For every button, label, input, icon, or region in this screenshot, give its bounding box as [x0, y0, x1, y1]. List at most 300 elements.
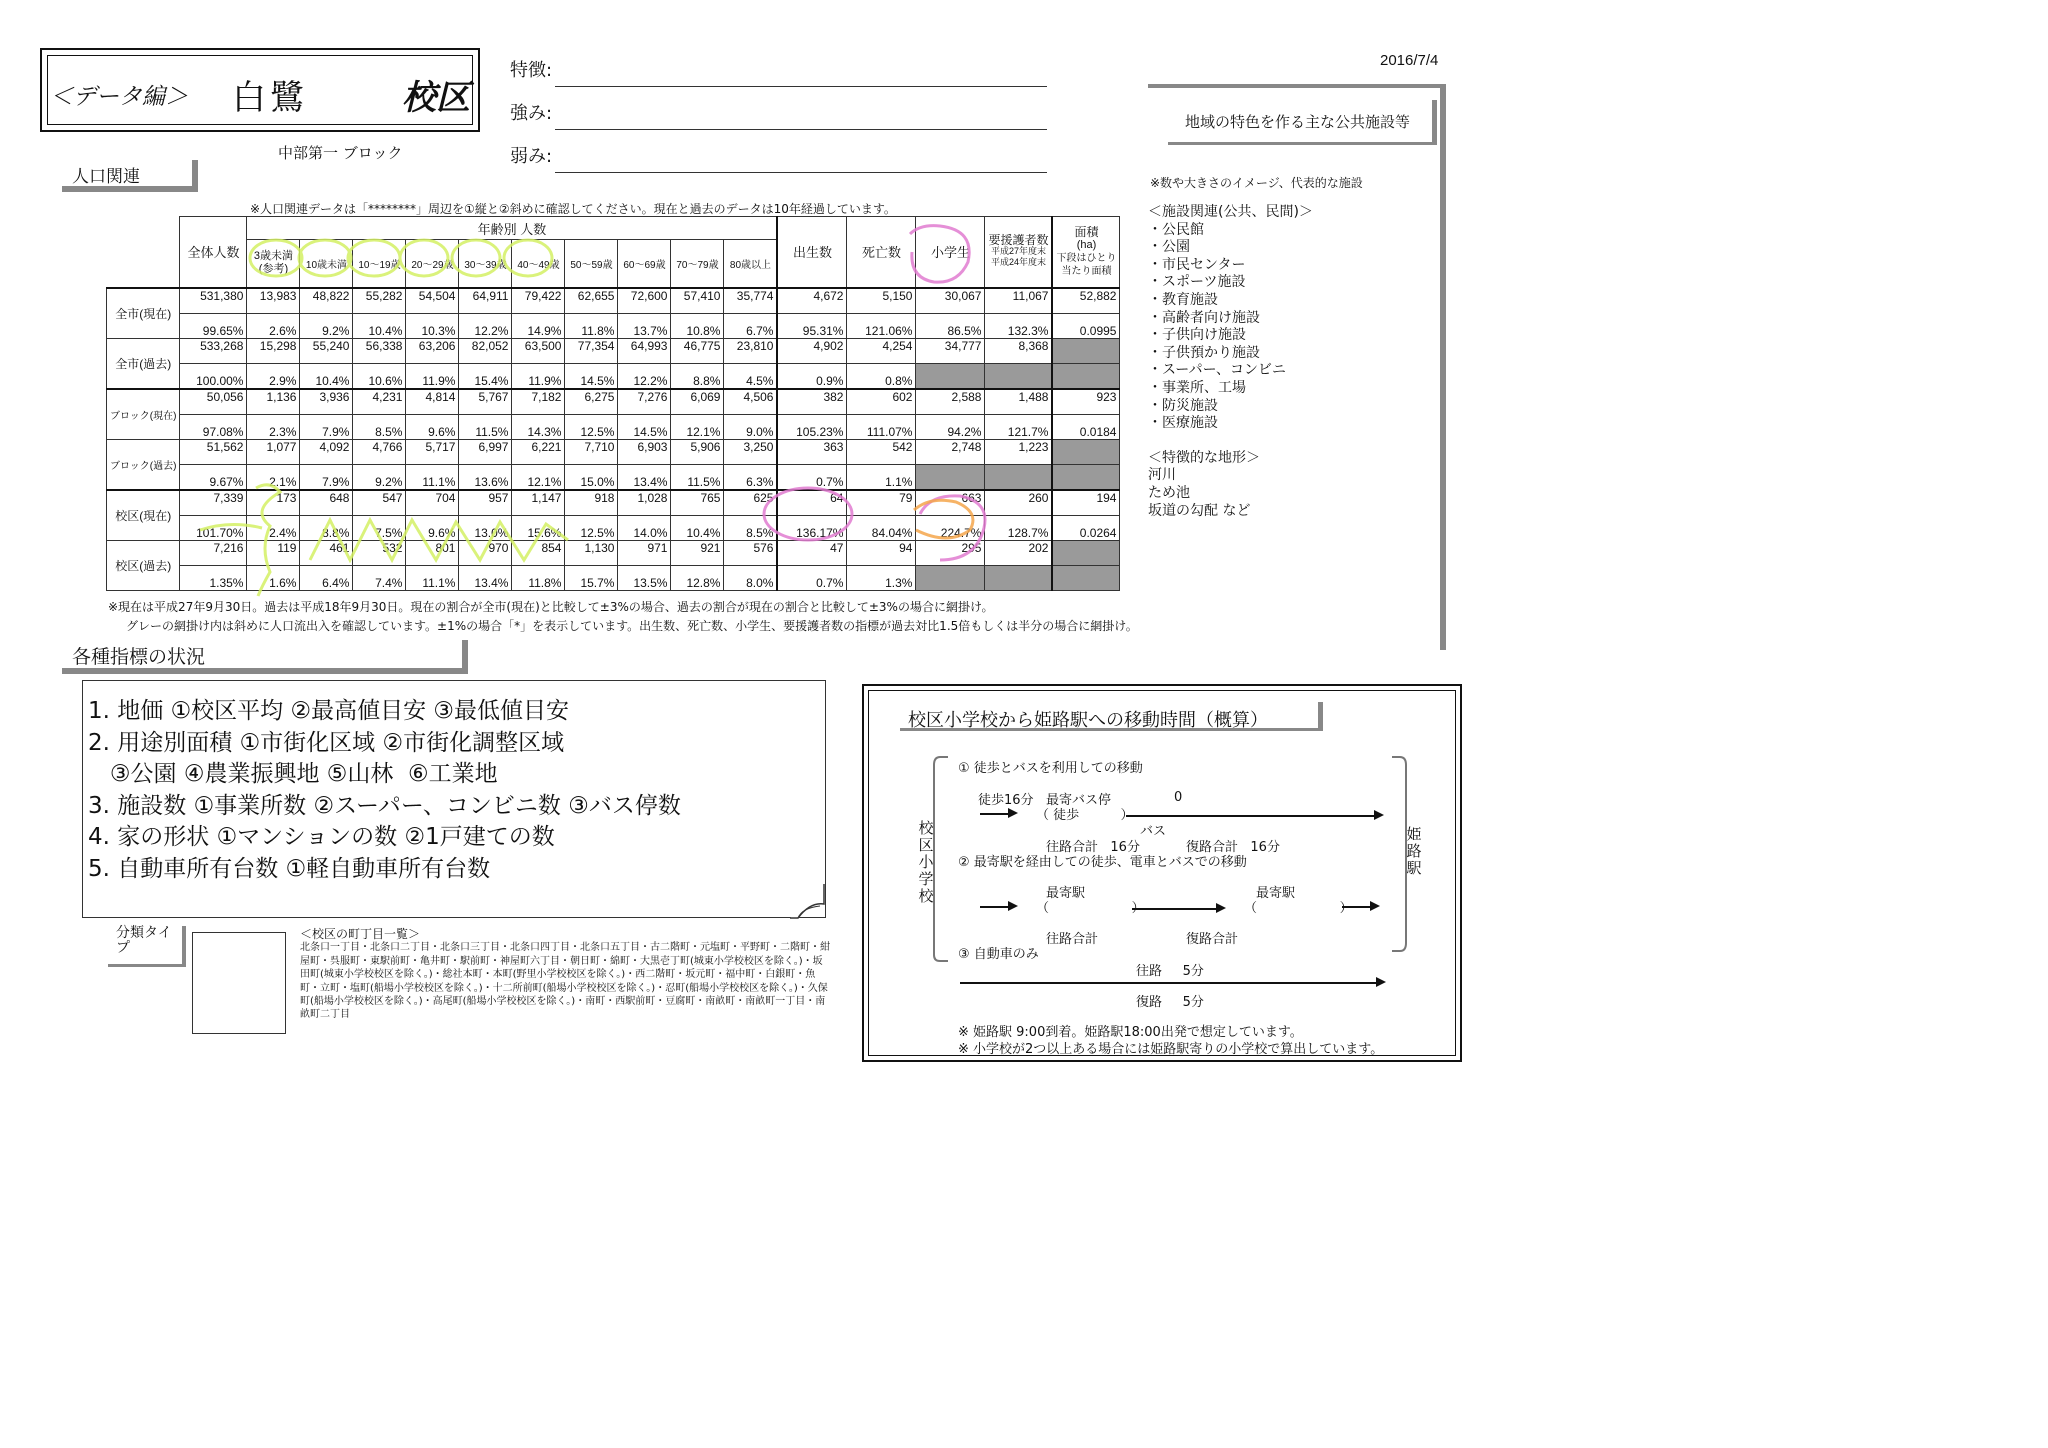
table-cell: 13.5%	[618, 565, 671, 590]
table-cell: 62,655	[565, 288, 618, 314]
table-cell: 15,298	[247, 338, 300, 363]
indicator-line: 5. 自動車所有台数 ①軽自動車所有台数	[88, 855, 491, 882]
table-cell: 11.5%	[671, 464, 724, 490]
table-cell: 12.2%	[618, 363, 671, 389]
table-cell: 918	[565, 490, 618, 516]
table-cell: 13.6%	[459, 464, 512, 490]
table-cell: 15.6%	[512, 515, 565, 540]
header-age-30s: 30～39歳	[459, 240, 512, 288]
weakness-label: 弱み:	[510, 146, 553, 167]
table-cell: 363	[777, 439, 847, 464]
table-cell	[1052, 338, 1120, 363]
arrow-head-icon	[1008, 901, 1018, 911]
strength-line	[555, 129, 1047, 130]
table-cell: 5,717	[406, 439, 459, 464]
table-row	[107, 565, 1120, 590]
station-paren-1: （ ）	[1036, 901, 1145, 916]
table-cell: 0.0995	[1052, 313, 1120, 338]
return-total-3: 復路 5分	[1136, 995, 1204, 1010]
table-cell: 7,339	[180, 490, 247, 516]
table-cell: 86.5%	[916, 313, 985, 338]
table-cell: 13.4%	[459, 565, 512, 590]
data-edition-label: ＜データ編＞	[50, 84, 188, 110]
table-cell	[1052, 464, 1120, 490]
table-cell: 100.00%	[180, 363, 247, 389]
travel-note-1: ※ 姫路駅 9:00到着。姫路駅18:00出発で想定しています。	[958, 1025, 1303, 1040]
table-cell: 12.5%	[565, 515, 618, 540]
table-cell: 56,338	[353, 338, 406, 363]
header-age-20s: 20～29歳	[406, 240, 459, 288]
bus-label: バス	[1140, 824, 1167, 839]
row-label: 全市(過去)	[107, 338, 180, 389]
table-cell: 95.31%	[777, 313, 847, 338]
table-cell: 8.5%	[724, 515, 778, 540]
header-students: 小学生	[916, 217, 985, 288]
facility-item: ＜施設関連(公共、民間)＞	[1148, 204, 1313, 220]
outbound-total-2: 往路合計	[1046, 932, 1099, 947]
table-cell: 971	[618, 540, 671, 565]
arrow-head-icon	[1370, 901, 1380, 911]
table-cell: 11.1%	[406, 565, 459, 590]
facility-item: ・子供向け施設	[1148, 327, 1246, 344]
table-cell: 10.4%	[671, 515, 724, 540]
table-cell: 3,936	[300, 389, 353, 415]
block-name: 中部第一 ブロック	[278, 144, 403, 162]
table-cell	[1052, 565, 1120, 590]
table-cell: 2.3%	[247, 414, 300, 439]
outbound-total-1: 往路合計 16分	[1046, 840, 1140, 855]
facility-item: ・防災施設	[1148, 397, 1218, 414]
weakness-line	[555, 172, 1047, 173]
facility-item: ・公民館	[1148, 221, 1204, 238]
table-cell: 663	[916, 490, 985, 516]
table-cell: 10.4%	[353, 313, 406, 338]
facility-item: ・医療施設	[1148, 415, 1218, 432]
table-cell: 6.3%	[724, 464, 778, 490]
table-cell: 6.7%	[724, 313, 778, 338]
table-cell: 4,902	[777, 338, 847, 363]
feature-label: 特徴:	[510, 60, 553, 81]
table-cell: 4,254	[847, 338, 916, 363]
population-section-title: 人口関連	[62, 160, 198, 192]
town-list-title: ＜校区の町丁目一覧＞	[300, 927, 421, 941]
table-cell: 13.4%	[618, 464, 671, 490]
header-age-70s: 70～79歳	[671, 240, 724, 288]
table-cell: 11,067	[985, 288, 1053, 314]
table-cell: 1,488	[985, 389, 1053, 415]
table-cell: 12.1%	[671, 414, 724, 439]
table-cell: 542	[847, 439, 916, 464]
table-cell: 99.65%	[180, 313, 247, 338]
table-cell: 12.8%	[671, 565, 724, 590]
table-cell: 23,810	[724, 338, 778, 363]
table-cell: 8,368	[985, 338, 1053, 363]
table-cell: 10.6%	[353, 363, 406, 389]
table-cell: 957	[459, 490, 512, 516]
table-cell: 533,268	[180, 338, 247, 363]
table-cell: 14.5%	[618, 414, 671, 439]
table-cell: 10.3%	[406, 313, 459, 338]
final-arrow	[1342, 906, 1372, 908]
table-cell: 11.9%	[512, 363, 565, 389]
table-cell: 202	[985, 540, 1053, 565]
table-cell: 970	[459, 540, 512, 565]
table-cell: 8.0%	[724, 565, 778, 590]
table-cell	[985, 565, 1053, 590]
method1-label: ① 徒歩とバスを利用しての移動	[958, 761, 1143, 776]
table-cell: 63,206	[406, 338, 459, 363]
car-arrow	[960, 982, 1378, 984]
population-note: ※人口関連データは「********」周辺を①縦と②斜めに確認してください。現在と過去のデータは10年経過しています。	[250, 202, 896, 216]
table-cell: 1,223	[985, 439, 1053, 464]
table-cell: 79,422	[512, 288, 565, 314]
table-cell: 0.9%	[777, 363, 847, 389]
table-cell: 7,710	[565, 439, 618, 464]
nearest-station-1: 最寄駅	[1046, 886, 1086, 901]
method3-label: ③ 自動車のみ	[958, 947, 1039, 962]
header-age-group: 年齢別 人数	[247, 217, 778, 240]
table-cell	[985, 363, 1053, 389]
table-cell: 2,588	[916, 389, 985, 415]
table-row	[107, 414, 1120, 439]
table-cell: 64,911	[459, 288, 512, 314]
row-label: ブロック(現在)	[107, 389, 180, 440]
table-cell: 12.1%	[512, 464, 565, 490]
table-cell: 14.0%	[618, 515, 671, 540]
table-cell: 14.5%	[565, 363, 618, 389]
table-cell: 97.08%	[180, 414, 247, 439]
table-cell: 704	[406, 490, 459, 516]
to-station-label: 姫路駅	[1406, 825, 1422, 877]
header-age-10s: 10～19歳	[353, 240, 406, 288]
table-cell: 1,136	[247, 389, 300, 415]
station-paren-2: （ ）	[1244, 901, 1353, 916]
row-label: 校区(現在)	[107, 490, 180, 541]
table-cell: 7,216	[180, 540, 247, 565]
facilities-list	[1148, 204, 1313, 520]
table-cell: 4,231	[353, 389, 406, 415]
table-cell: 84.04%	[847, 515, 916, 540]
school-name: 白鷺	[232, 78, 308, 118]
table-cell: 13,983	[247, 288, 300, 314]
table-cell: 532	[353, 540, 406, 565]
table-cell: 82,052	[459, 338, 512, 363]
table-row	[107, 363, 1120, 389]
header-age-40s: 40～49歳	[512, 240, 565, 288]
header-age-80plus: 80歳以上	[724, 240, 778, 288]
table-cell: 1.1%	[847, 464, 916, 490]
table-cell: 4,814	[406, 389, 459, 415]
table-cell: 47	[777, 540, 847, 565]
table-cell: 72,600	[618, 288, 671, 314]
table-cell: 54,504	[406, 288, 459, 314]
table-cell: 11.8%	[512, 565, 565, 590]
table-cell: 121.7%	[985, 414, 1053, 439]
table-cell: 9.0%	[724, 414, 778, 439]
indicator-line: 3. 施設数 ①事業所数 ②スーパー、コンビニ数 ③バス停数	[88, 792, 681, 819]
header-age-under3: 3歳未満 (参考)	[247, 240, 300, 288]
table-cell: 7,276	[618, 389, 671, 415]
table-cell: 1,130	[565, 540, 618, 565]
table-cell: 11.5%	[459, 414, 512, 439]
nearest-station-2: 最寄駅	[1256, 886, 1296, 901]
table-cell: 13.7%	[618, 313, 671, 338]
table-cell: 8.8%	[671, 363, 724, 389]
table-cell: 51,562	[180, 439, 247, 464]
table-cell: 2.6%	[247, 313, 300, 338]
table-cell: 6,275	[565, 389, 618, 415]
table-cell: 0.0264	[1052, 515, 1120, 540]
table-cell: 105.23%	[777, 414, 847, 439]
table-cell: 12.2%	[459, 313, 512, 338]
table-cell: 382	[777, 389, 847, 415]
table-cell: 6,997	[459, 439, 512, 464]
table-cell: 2.9%	[247, 363, 300, 389]
table-cell: 101.70%	[180, 515, 247, 540]
table-cell: 121.06%	[847, 313, 916, 338]
walk-arrow-2	[980, 906, 1010, 908]
table-cell	[985, 464, 1053, 490]
table-cell: 15.7%	[565, 565, 618, 590]
feature-line	[555, 86, 1047, 87]
table-cell: 0.8%	[847, 363, 916, 389]
table-cell: 79	[847, 490, 916, 516]
table-row	[107, 464, 1120, 490]
terrain-item: ため池	[1148, 484, 1190, 501]
indicator-line: 4. 家の形状 ①マンションの数 ②1戸建ての数	[88, 824, 555, 851]
zero-value: 0	[1174, 790, 1183, 805]
indicators-section-title: 各種指標の状況	[62, 640, 468, 674]
table-cell: 765	[671, 490, 724, 516]
from-school-label: 校区小学校	[918, 819, 934, 905]
table-cell: 63,500	[512, 338, 565, 363]
table-cell: 461	[300, 540, 353, 565]
table-cell: 9.2%	[353, 464, 406, 490]
indicator-line: ③公園 ④農業振興地 ⑤山林 ⑥工業地	[88, 761, 498, 788]
facility-item: ・子供預かり施設	[1148, 344, 1260, 361]
table-cell: 602	[847, 389, 916, 415]
header-deaths: 死亡数	[847, 217, 916, 288]
table-cell: 6.4%	[300, 565, 353, 590]
outbound-total-3: 往路 5分	[1136, 964, 1204, 979]
table-cell: 55,240	[300, 338, 353, 363]
table-cell: 77,354	[565, 338, 618, 363]
arrow-head-icon	[1008, 808, 1018, 818]
table-cell: 64,993	[618, 338, 671, 363]
arrow-head-icon	[1216, 903, 1226, 913]
facility-spacer	[1148, 433, 1313, 450]
table-row	[107, 490, 1120, 516]
facility-item: ・教育施設	[1148, 291, 1218, 308]
table-cell: 6,903	[618, 439, 671, 464]
bus-arrow	[1126, 815, 1376, 817]
town-list-text: 北条口一丁目・北条口二丁目・北条口三丁目・北条口四丁目・北条口五丁目・古二階町・元塩町・平野町・二階町・紺屋町・呉服町・東駅前町・亀井町・駅前町・神屋町六丁目・朝日町・綿町・大黒壱丁町(城東小学校校区を除く。)・坂田町(城東小学校校区を除く。)・総社本町・本町(野里小学校校区を除く。)・西二階町・坂元町・福中町・白銀町・魚町・立町・塩町(船場小学校校区を除く。)・十二所前町(船場小学校校区を除く。)・忍町(船場小学校校区を除く。)・久保町(船場小学校校区を除く。)・高尾町(船場小学校校区を除く。)・南町・西駅前町・豆腐町・南畝町・南畝町一丁目・南畝町二丁目	[300, 942, 830, 1021]
indicator-line: 2. 用途別面積 ①市街化区域 ②市街化調整区域	[88, 729, 565, 756]
table-cell: 136.17%	[777, 515, 847, 540]
table-cell: 6,221	[512, 439, 565, 464]
header-support: 要援護者数 平成27年度末 平成24年度末	[985, 217, 1053, 288]
table-cell: 7,182	[512, 389, 565, 415]
bus-stop-label: 最寄バス停	[1046, 793, 1112, 808]
table-cell: 3,250	[724, 439, 778, 464]
table-cell: 5,906	[671, 439, 724, 464]
table-cell: 801	[406, 540, 459, 565]
table-cell: 0.7%	[777, 565, 847, 590]
row-label: 校区(過去)	[107, 540, 180, 590]
strength-label: 強み:	[510, 103, 553, 124]
table-cell: 4,672	[777, 288, 847, 314]
table-cell: 5,767	[459, 389, 512, 415]
facility-item: ・事業所、工場	[1148, 379, 1246, 396]
table-cell: 48,822	[300, 288, 353, 314]
table-cell: 8.8%	[300, 515, 353, 540]
table-footnote-1: ※現在は平成27年9月30日。過去は平成18年9月30日。現在の割合が全市(現在)と比較して±3%の場合、過去の割合が現在の割合と比較して±3%の場合に網掛け。	[108, 600, 994, 614]
table-cell	[1052, 540, 1120, 565]
table-cell: 7.9%	[300, 414, 353, 439]
table-cell: 576	[724, 540, 778, 565]
table-cell: 173	[247, 490, 300, 516]
table-cell: 194	[1052, 490, 1120, 516]
table-cell: 94.2%	[916, 414, 985, 439]
train-arrow	[1132, 908, 1218, 910]
classification-box	[192, 932, 286, 1034]
facility-item: ・高齢者向け施設	[1148, 309, 1260, 326]
table-cell: 1.3%	[847, 565, 916, 590]
table-cell: 854	[512, 540, 565, 565]
table-cell: 64	[777, 490, 847, 516]
table-cell: 132.3%	[985, 313, 1053, 338]
walk-paren: （ 徒歩 ）	[1036, 808, 1134, 823]
table-row	[107, 439, 1120, 464]
population-table	[106, 216, 1120, 591]
date: 2016/7/4	[1380, 52, 1439, 69]
table-cell: 625	[724, 490, 778, 516]
table-cell: 15.0%	[565, 464, 618, 490]
table-cell: 57,410	[671, 288, 724, 314]
table-cell: 35,774	[724, 288, 778, 314]
table-cell: 921	[671, 540, 724, 565]
table-cell: 11.9%	[406, 363, 459, 389]
table-cell: 111.07%	[847, 414, 916, 439]
town-list	[300, 928, 830, 1022]
header-births: 出生数	[777, 217, 847, 288]
table-row	[107, 338, 1120, 363]
table-cell: 4,766	[353, 439, 406, 464]
table-cell	[1052, 439, 1120, 464]
arrow-head-icon	[1376, 977, 1386, 987]
terrain-item: 河川	[1148, 467, 1176, 484]
table-cell: 547	[353, 490, 406, 516]
table-cell: 52,882	[1052, 288, 1120, 314]
table-cell: 8.5%	[353, 414, 406, 439]
table-row	[107, 288, 1120, 314]
terrain-item: 坂道の勾配 など	[1148, 502, 1251, 519]
table-cell: 6,069	[671, 389, 724, 415]
table-cell: 30,067	[916, 288, 985, 314]
table-cell: 55,282	[353, 288, 406, 314]
classification-label: 分類タイプ	[108, 926, 186, 967]
table-row	[107, 540, 1120, 565]
table-row	[107, 389, 1120, 415]
page-curl-icon	[790, 884, 830, 920]
header-age-60s: 60～69歳	[618, 240, 671, 288]
table-cell: 224.7%	[916, 515, 985, 540]
facility-item: ・スーパー、コンビニ	[1148, 362, 1287, 379]
facility-item: ・公園	[1148, 239, 1190, 256]
table-cell: 1,028	[618, 490, 671, 516]
table-cell	[916, 464, 985, 490]
table-cell: 0.0184	[1052, 414, 1120, 439]
table-cell: 7.4%	[353, 565, 406, 590]
table-cell: 0.7%	[777, 464, 847, 490]
return-total-1: 復路合計 16分	[1186, 840, 1280, 855]
table-cell: 923	[1052, 389, 1120, 415]
walk-arrow	[980, 813, 1010, 815]
facility-item: ・スポーツ施設	[1148, 274, 1246, 291]
terrain-heading: ＜特徴的な地形＞	[1148, 449, 1260, 466]
table-cell: 1,147	[512, 490, 565, 516]
travel-note-2: ※ 小学校が2つ以上ある場合には姫路駅寄りの小学校で算出しています。	[958, 1042, 1384, 1057]
table-cell: 10.8%	[671, 313, 724, 338]
table-cell: 7.9%	[300, 464, 353, 490]
table-cell: 14.9%	[512, 313, 565, 338]
table-cell: 4,506	[724, 389, 778, 415]
table-cell: 2.4%	[247, 515, 300, 540]
table-cell: 34,777	[916, 338, 985, 363]
indicator-line: 1. 地価 ①校区平均 ②最高値目安 ③最低値目安	[88, 698, 570, 724]
method2-label: ② 最寄駅を経由しての徒歩、電車とバスでの移動	[958, 855, 1247, 870]
table-footnote-2: グレーの網掛け内は斜めに人口流出入を確認しています。±1%の場合「*」を表示しています。出生数、死亡数、小学生、要援護者数の指標が過去対比1.5倍もしくは半分の場合に網掛け。	[126, 619, 1138, 633]
table-cell: 11.1%	[406, 464, 459, 490]
table-cell: 50,056	[180, 389, 247, 415]
table-cell: 9.6%	[406, 515, 459, 540]
table-cell: 531,380	[180, 288, 247, 314]
table-row	[107, 313, 1120, 338]
return-total-2: 復路合計	[1186, 932, 1239, 947]
table-cell	[916, 363, 985, 389]
walk-time: 徒歩16分	[978, 793, 1034, 808]
table-cell: 260	[985, 490, 1053, 516]
row-label: 全市(現在)	[107, 288, 180, 339]
table-cell: 9.6%	[406, 414, 459, 439]
table-cell: 15.4%	[459, 363, 512, 389]
table-cell: 12.5%	[565, 414, 618, 439]
table-row	[107, 515, 1120, 540]
table-cell: 46,775	[671, 338, 724, 363]
table-cell	[1052, 363, 1120, 389]
table-cell: 1,077	[247, 439, 300, 464]
travel-title: 校区小学校から姫路駅への移動時間（概算）	[908, 710, 1268, 731]
table-cell: 128.7%	[985, 515, 1053, 540]
table-cell: 1.35%	[180, 565, 247, 590]
table-cell: 2,748	[916, 439, 985, 464]
arrow-head-icon	[1374, 810, 1384, 820]
facilities-note: ※数や大きさのイメージ、代表的な施設	[1150, 176, 1363, 190]
table-cell: 13.0%	[459, 515, 512, 540]
table-cell: 1.6%	[247, 565, 300, 590]
table-cell: 14.3%	[512, 414, 565, 439]
table-cell: 10.4%	[300, 363, 353, 389]
table-cell	[916, 565, 985, 590]
table-cell: 119	[247, 540, 300, 565]
row-label: ブロック(過去)	[107, 439, 180, 490]
table-cell: 94	[847, 540, 916, 565]
indicators-list	[88, 696, 681, 886]
table-cell: 9.2%	[300, 313, 353, 338]
facility-item: ・市民センター	[1148, 256, 1246, 273]
table-cell: 11.8%	[565, 313, 618, 338]
school-suffix: 校区	[402, 78, 470, 118]
